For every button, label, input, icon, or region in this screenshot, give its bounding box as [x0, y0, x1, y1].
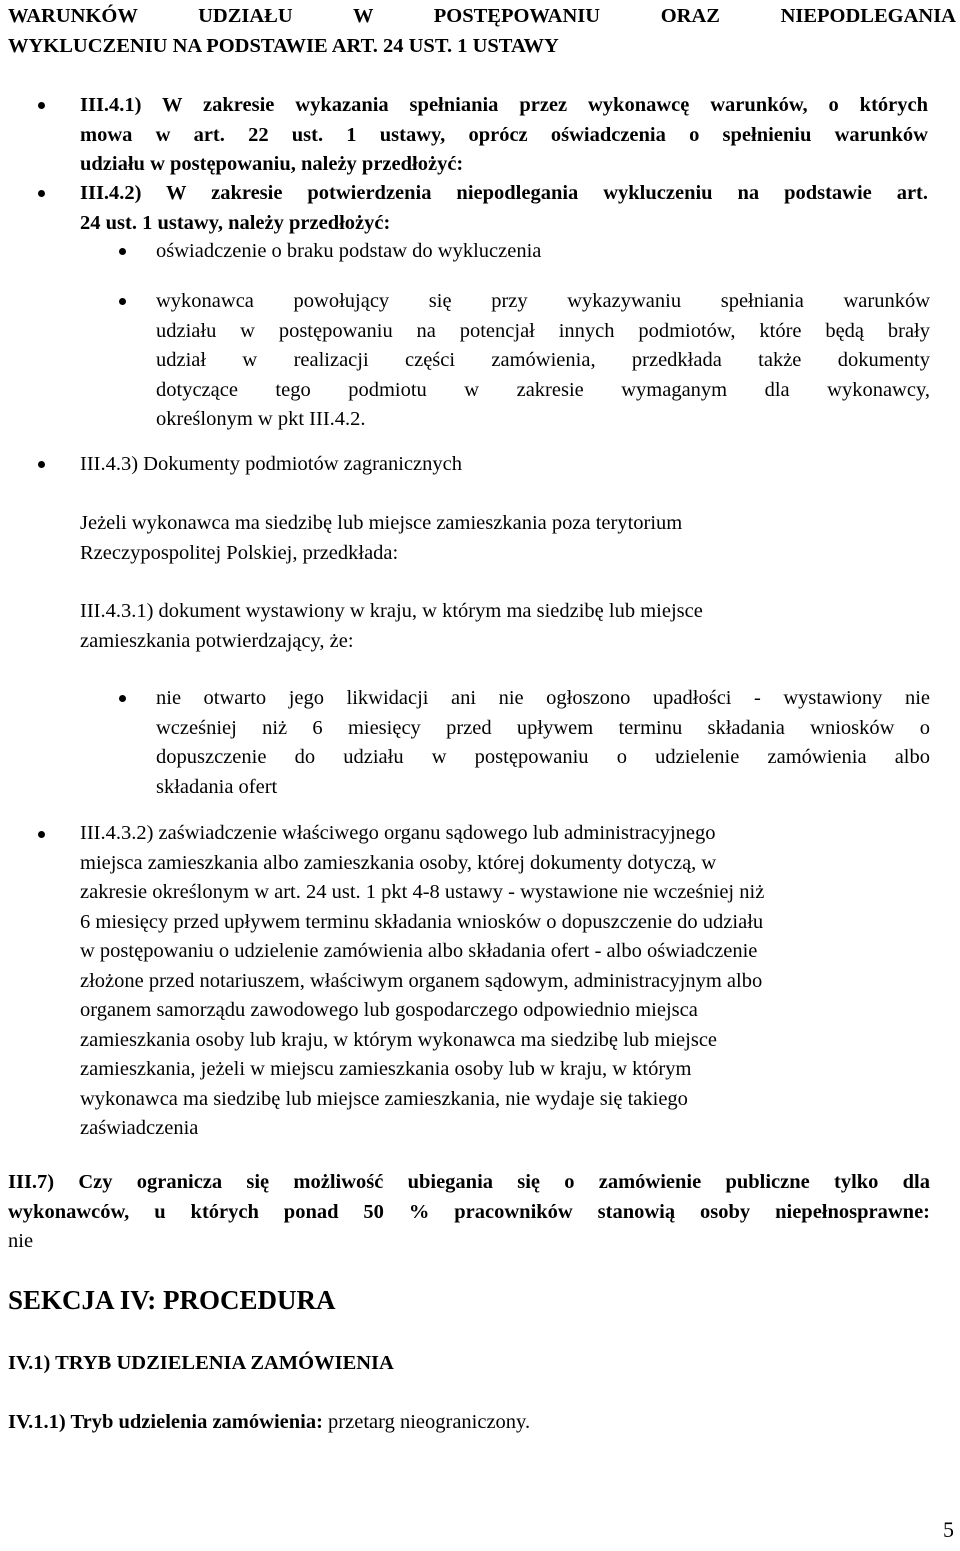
item-line: udziału w postępowaniu, należy przedłożyć:	[80, 153, 464, 175]
header-line-1: WARUNKÓW UDZIAŁU W POSTĘPOWANIU ORAZ NIEPODLEGANIA	[8, 5, 956, 27]
item-line: zamieszkania potwierdzający, że:	[80, 629, 354, 652]
item-line: III.4.2) W zakresie potwierdzenia niepodlegania wykluczeniu na podstawie art.	[80, 182, 928, 204]
item-line: zaświadczenia	[80, 1117, 199, 1139]
item-line: nie otwarto jego likwidacji ani nie ogłoszono upadłości - wystawiony nie	[156, 687, 930, 709]
foreign-intro	[80, 509, 930, 568]
item-iii-4-2	[80, 179, 928, 238]
item-line: 24 ust. 1 ustawy, należy przedłożyć:	[80, 211, 391, 234]
item-line: mowa w art. 22 ust. 1 ustawy, oprócz oświadczenia o spełnieniu warunków	[80, 123, 928, 146]
item-line: dopuszczenie do udziału w postępowaniu o udzielenie zamówienia albo	[156, 746, 930, 768]
bullet-icon	[38, 102, 45, 109]
item-line: wcześniej niż 6 miesięcy przed upływem terminu składania wniosków o	[156, 716, 930, 739]
item-line: składania ofert	[156, 775, 278, 798]
item-iii-4-3-1	[80, 597, 930, 656]
item-line: dotyczące tego podmiotu w zakresie wymaganym dla wykonawcy,	[156, 378, 930, 401]
item-line: organem samorządu zawodowego lub gospodarczego odpowiednio miejsca	[80, 999, 698, 1021]
section-header	[8, 2, 956, 61]
bullet-icon	[38, 831, 45, 838]
iv-1-1-label: IV.1.1) Tryb udzielenia zamówienia:	[8, 1411, 323, 1433]
sub-item-nie-otwarto	[156, 684, 930, 802]
item-line: wykonawca ma siedzibę lub miejsce zamieszkania, nie wydaje się takiego	[80, 1087, 688, 1110]
item-line: miejsca zamieszkania albo zamieszkania osoby, której dokumenty dotyczą, w	[80, 851, 717, 874]
bullet-icon	[38, 461, 45, 468]
item-iii-7	[8, 1168, 930, 1257]
item-line: Jeżeli wykonawca ma siedzibę lub miejsce zamieszkania poza terytorium	[80, 512, 683, 534]
item-iii-4-1	[80, 91, 928, 180]
item-line: udziału w postępowaniu na potencjał innych podmiotów, które będą brały	[156, 319, 930, 342]
sub-item-oswiadczenie: oświadczenie o braku podstaw do wykluczenia	[156, 240, 542, 262]
item-line: w postępowaniu o udzielenie zamówienia albo składania ofert - albo oświadczenie	[80, 940, 758, 962]
item-line: III.4.3.1) dokument wystawiony w kraju, w którym ma siedzibę lub miejsce	[80, 600, 703, 622]
iv-1-1-value: przetarg nieograniczony.	[322, 1411, 531, 1433]
sub-item-wykonawca	[156, 287, 930, 435]
bullet-icon	[119, 298, 126, 305]
header-line-2: WYKLUCZENIU NA PODSTAWIE ART. 24 UST. 1 USTAWY	[8, 34, 559, 57]
item-line: III.7) Czy ogranicza się możliwość ubiegania się o zamówienie publiczne tylko dla	[8, 1171, 930, 1193]
bullet-icon	[38, 190, 45, 197]
item-line: zamieszkania, jeżeli w miejscu zamieszkania osoby lub w kraju, w którym	[80, 1058, 692, 1080]
item-line: złożone przed notariuszem, właściwym organem sądowym, administracyjnym albo	[80, 969, 763, 992]
iv-1-heading: IV.1) TRYB UDZIELENIA ZAMÓWIENIA	[8, 1352, 394, 1374]
item-line: zamieszkania osoby lub kraju, w którym wykonawca ma siedzibę lub miejsce	[80, 1028, 718, 1051]
item-line: III.4.1) W zakresie wykazania spełniania przez wykonawcę warunków, o których	[80, 94, 928, 116]
iv-1-1-line	[8, 1408, 960, 1438]
bullet-icon	[119, 248, 126, 255]
item-line: III.4.3.2) zaświadczenie właściwego organu sądowego lub administracyjnego	[80, 822, 716, 844]
item-line: udział w realizacji części zamówienia, przedkłada także dokumenty	[156, 349, 930, 371]
item-line: zakresie określonym w art. 24 ust. 1 pkt 4-8 ustawy - wystawione nie wcześniej niż	[80, 881, 765, 903]
item-answer: nie	[8, 1230, 34, 1252]
bullet-icon	[119, 695, 126, 702]
item-line: 6 miesięcy przed upływem terminu składania wniosków o dopuszczenie do udziału	[80, 910, 764, 933]
item-line: wykonawców, u których ponad 50 % pracowników stanowią osoby niepełnosprawne:	[8, 1200, 930, 1223]
item-line: wykonawca powołujący się przy wykazywaniu spełniania warunków	[156, 290, 930, 312]
item-iii-4-3-2	[80, 819, 930, 1144]
item-line: określonym w pkt III.4.2.	[156, 408, 366, 430]
item-iii-4-3: III.4.3) Dokumenty podmiotów zagranicznych	[80, 453, 462, 475]
item-line: Rzeczypospolitej Polskiej, przedkłada:	[80, 541, 399, 564]
page-number: 5	[943, 1517, 954, 1542]
section-title: SEKCJA IV: PROCEDURA	[8, 1285, 336, 1315]
